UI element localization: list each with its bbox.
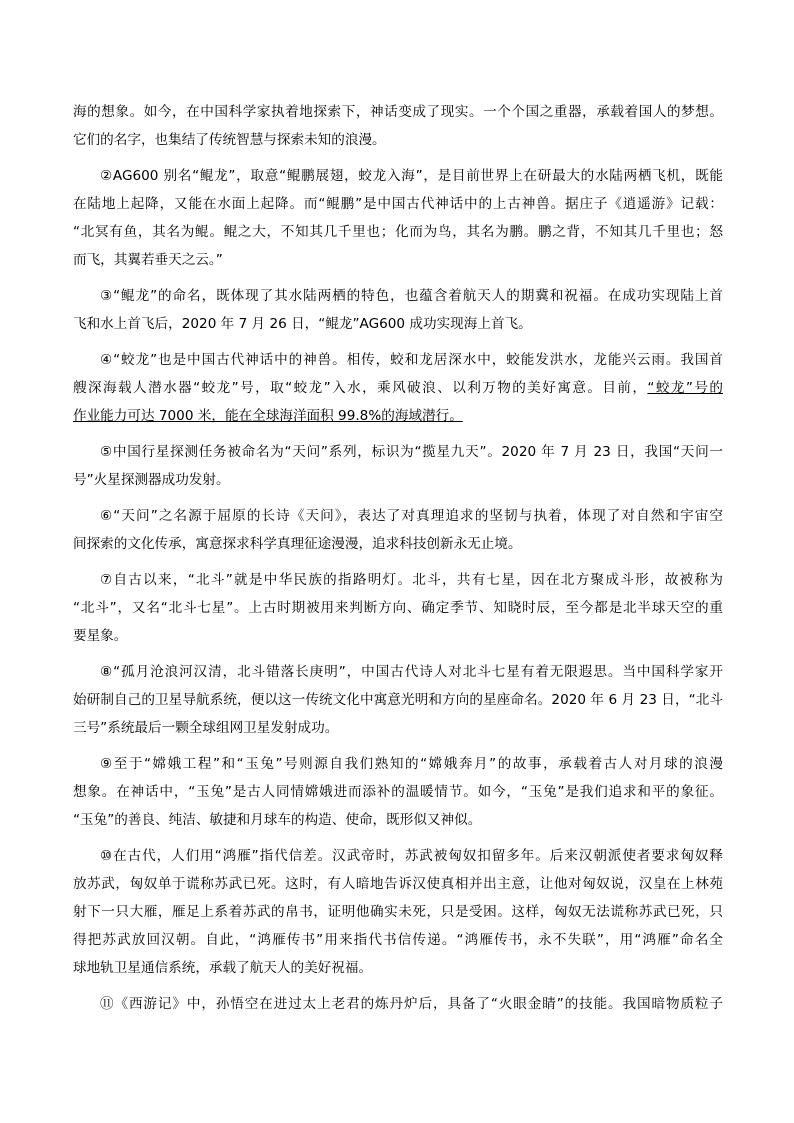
text-line: 始研制自己的卫星导航系统，便以这一传统文化中寓意光明和方向的星座命名。2020 年 6 月 23 日，“北斗 — [73, 692, 723, 708]
text-line: 想象。在神话中，“玉兔”是古人同情嫦娥进而添补的温暖情节。如今，“玉兔”是我们追求和平的象征。 — [73, 784, 723, 800]
document-body — [73, 98, 723, 1026]
paragraph — [73, 282, 723, 338]
text-line: 间探索的文化传承，寓意探求科学真理征途漫漫，追求科技创新永无止境。 — [73, 536, 522, 552]
paragraph — [73, 438, 723, 494]
paragraph — [73, 502, 723, 558]
text-line: 它们的名字，也集结了传统智慧与探索未知的浪漫。 — [73, 132, 386, 148]
line-text: 艘深海载人潜水器“蛟龙”号，取“蛟龙”入水，乘风破浪、以利万物的美好寓意。目前， — [73, 380, 648, 396]
text-line: 飞和水上首飞后，2020 年 7 月 26 日，“鲲龙”AG600 成功实现海上首飞。 — [73, 316, 532, 332]
text-line: ②AG600 别名“鲲龙”，取意“鲲鹏展翅，蛟龙入海”，是目前世界上在研最大的水陆两栖飞机，既能 — [100, 168, 723, 184]
text-line: 射下一只大雁，雁足上系着苏武的帛书，证明他确实未死，只是受困。这样，匈奴无法谎称苏武已死，只 — [73, 904, 723, 920]
text-line: 而飞，其翼若垂天之云。” — [73, 252, 223, 268]
text-line: ⑦自古以来，“北斗”就是中华民族的指路明灯。北斗，共有七星，因在北方聚成斗形，故被称为 — [100, 572, 723, 588]
text-line: ⑨至于“嫦娥工程”和“玉兔”号则源自我们熟知的“嫦娥奔月”的故事，承载着古人对月球的浪漫 — [100, 756, 723, 772]
text-line: ⑪《西游记》中，孙悟空在进过太上老君的炼丹炉后，具备了“火眼金睛”的技能。我国暗物质粒子 — [100, 996, 723, 1012]
paragraph — [73, 990, 723, 1018]
underlined-text: 作业能力可达 7000 米，能在全球海洋面积 99.8%的海域潜行。 — [73, 408, 463, 424]
text-line: “玉兔”的善良、纯洁、敏捷和月球车的构造、使命，既形似又神似。 — [73, 812, 482, 828]
paragraph — [73, 566, 723, 650]
text-line: 在陆地上起降，又能在水面上起降。而“鲲鹏”是中国古代神话中的上古神兽。据庄子《逍遥游》记载： — [73, 196, 723, 212]
text-line: ⑩在古代，人们用“鸿雁”指代信差。汉武帝时，苏武被匈奴扣留多年。后来汉朝派使者要求匈奴释 — [100, 848, 723, 864]
text-line: “北冥有鱼，其名为鲲。鲲之大，不知其几千里也；化而为鸟，其名为鹏。鹏之背，不知其几千里也；怒 — [73, 224, 723, 240]
text-line: 得把苏武放回汉朝。自此，“鸿雁传书”用来指代书信传递。“鸿雁传书，永不失联”，用“鸿雁”命名全 — [73, 932, 723, 948]
text-line: ⑤中国行星探测任务被命名为“天问”系列，标识为“揽星九天”。2020 年 7 月 23 日，我国“天问一 — [100, 444, 723, 460]
paragraph — [73, 162, 723, 274]
text-line: 海的想象。如今，在中国科学家执着地探索下，神话变成了现实。一个个国之重器，承载着国人的梦想。 — [73, 104, 723, 120]
paragraph — [73, 98, 723, 154]
paragraph — [73, 346, 723, 430]
text-line: ⑥“天问”之名源于屈原的长诗《天问》，表达了对真理追求的坚韧与执着，体现了对自然和宇宙空 — [100, 508, 723, 524]
text-line: ③“鲲龙”的命名，既体现了其水陆两栖的特色，也蕴含着航天人的期冀和祝福。在成功实现陆上首 — [100, 288, 723, 304]
text-line: 三号”系统最后一颗全球组网卫星发射成功。 — [73, 720, 339, 736]
text-line: 号”火星探测器成功发射。 — [73, 472, 230, 488]
text-line — [73, 374, 723, 402]
text-line: 要星象。 — [73, 628, 128, 644]
text-line: “北斗”，又名“北斗七星”。上古时期被用来判断方向、确定季节、知晓时辰，至今都是北半球天空的重 — [73, 600, 723, 616]
text-line — [73, 402, 723, 430]
text-line: 放苏武，匈奴单于谎称苏武已死。这时，有人暗地告诉汉使真相并出主意，让他对匈奴说，汉皇在上林苑 — [73, 876, 723, 892]
text-line: ⑧“孤月沧浪河汉清，北斗错落长庚明”，中国古代诗人对北斗七星有着无限遐思。当中国科学家开 — [100, 664, 723, 680]
underlined-text: “蛟龙”号的 — [647, 380, 723, 396]
paragraph — [73, 750, 723, 834]
text-line: 球地轨卫星通信系统，承载了航天人的美好祝福。 — [73, 960, 373, 976]
paragraph — [73, 842, 723, 982]
paragraph — [73, 658, 723, 742]
text-line: ④“蛟龙”也是中国古代神话中的神兽。相传，蛟和龙居深水中，蛟能发洪水，龙能兴云雨。我国首 — [100, 352, 723, 368]
